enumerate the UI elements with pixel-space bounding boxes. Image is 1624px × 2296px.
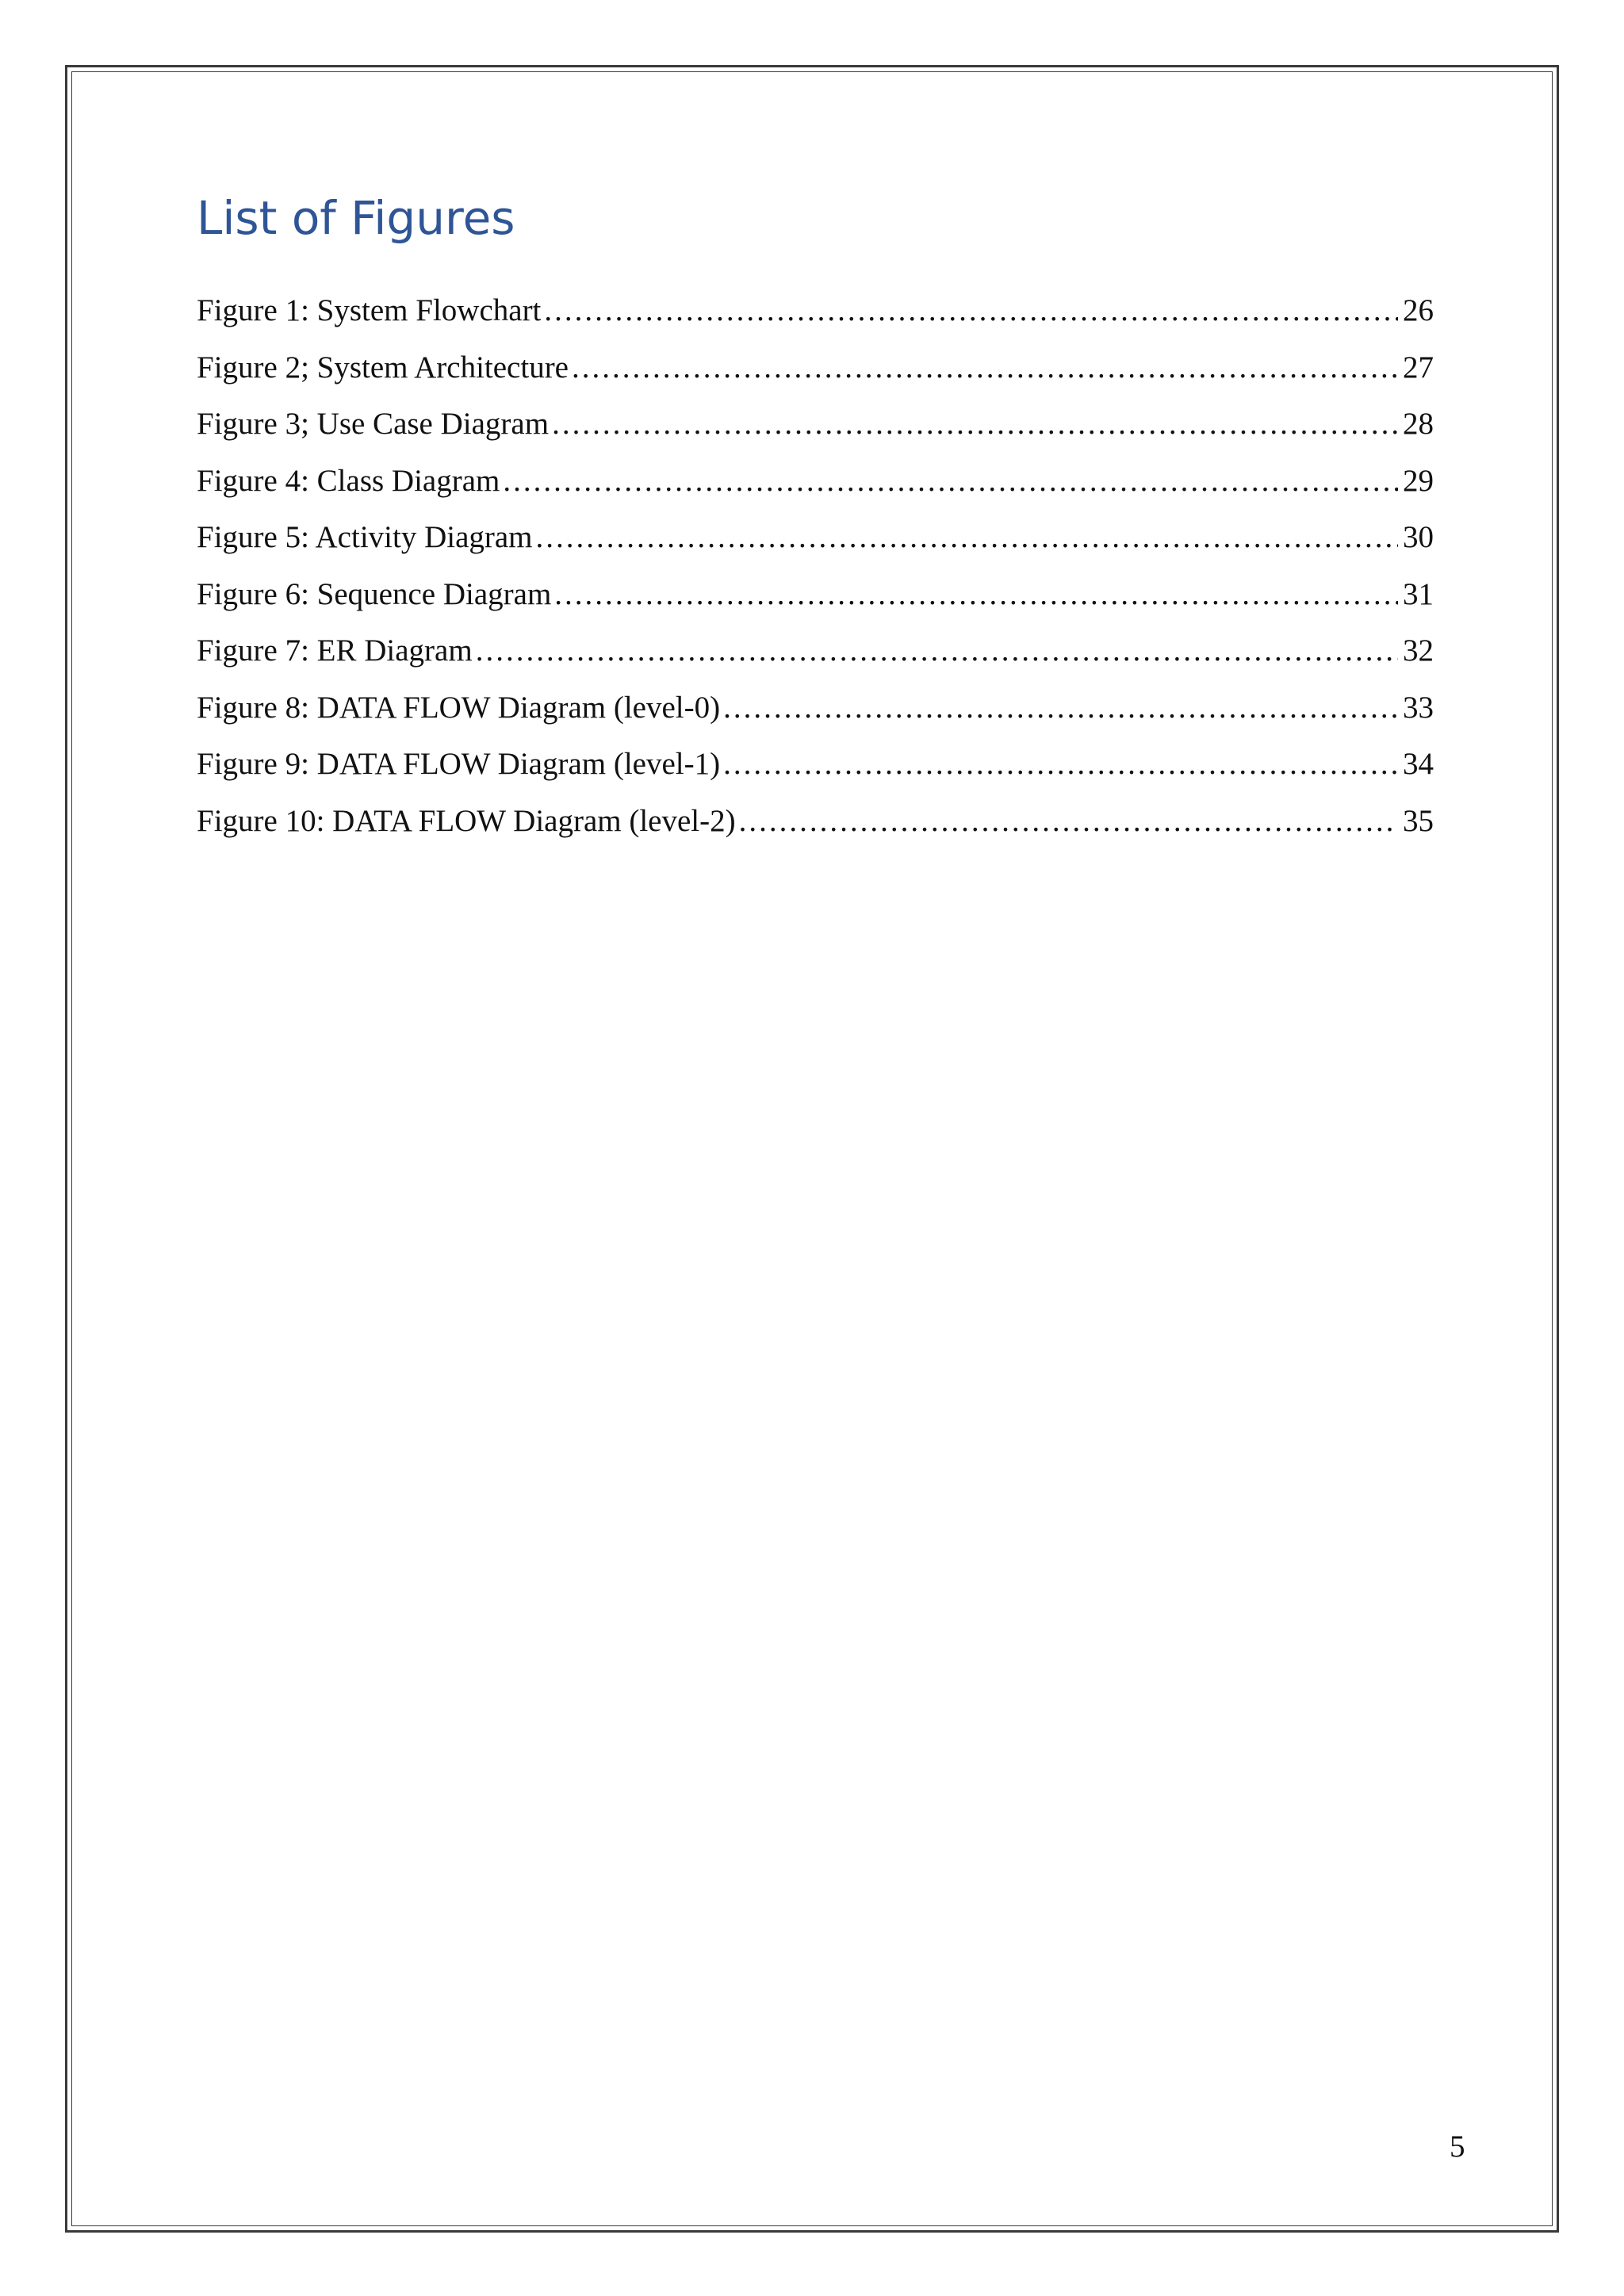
figure-entry-1[interactable] <box>197 291 1434 348</box>
dot-leader <box>739 802 1398 841</box>
figure-entry-page: 28 <box>1403 407 1434 441</box>
figure-entry-page: 30 <box>1403 520 1434 554</box>
figure-entry-page: 27 <box>1403 350 1434 385</box>
dot-leader <box>476 631 1398 671</box>
figure-entry-4[interactable] <box>197 461 1434 519</box>
figure-entry-9[interactable] <box>197 744 1434 802</box>
figure-entry-page: 29 <box>1403 463 1434 498</box>
figure-entry-page: 26 <box>1403 293 1434 327</box>
dot-leader <box>536 518 1398 557</box>
figure-entry-label: Figure 2; System Architecture <box>197 350 569 385</box>
dot-leader <box>572 348 1398 388</box>
figure-entry-8[interactable] <box>197 688 1434 745</box>
dot-leader <box>723 744 1398 784</box>
figure-entry-label: Figure 7: ER Diagram <box>197 633 473 668</box>
figure-entry-page: 35 <box>1403 803 1434 838</box>
figure-entry-page: 33 <box>1403 690 1434 725</box>
page-title: List of Figures <box>197 191 515 245</box>
list-of-figures <box>197 291 1434 858</box>
figure-entry-label: Figure 3; Use Case Diagram <box>197 407 550 441</box>
figure-entry-2[interactable] <box>197 348 1434 405</box>
figure-entry-label: Figure 8: DATA FLOW Diagram (level-0) <box>197 690 721 725</box>
figure-entry-label: Figure 5: Activity Diagram <box>197 520 533 554</box>
figure-entry-label: Figure 9: DATA FLOW Diagram (level-1) <box>197 747 721 781</box>
figure-entry-page: 32 <box>1403 633 1434 668</box>
figure-entry-10[interactable] <box>197 802 1434 859</box>
dot-leader <box>723 688 1398 728</box>
figure-entry-label: Figure 6: Sequence Diagram <box>197 576 552 611</box>
dot-leader <box>544 291 1398 331</box>
figure-entry-label: Figure 1: System Flowchart <box>197 293 542 327</box>
figure-entry-page: 34 <box>1403 747 1434 781</box>
figure-entry-6[interactable] <box>197 575 1434 632</box>
figure-entry-5[interactable] <box>197 518 1434 575</box>
dot-leader <box>554 575 1398 614</box>
figure-entry-page: 31 <box>1403 576 1434 611</box>
figure-entry-3[interactable] <box>197 404 1434 461</box>
figure-entry-label: Figure 10: DATA FLOW Diagram (level-2) <box>197 803 736 838</box>
page-number: 5 <box>1450 2130 1465 2164</box>
dot-leader <box>503 461 1398 501</box>
dot-leader <box>552 404 1398 444</box>
figure-entry-7[interactable] <box>197 631 1434 688</box>
figure-entry-label: Figure 4: Class Diagram <box>197 463 500 498</box>
